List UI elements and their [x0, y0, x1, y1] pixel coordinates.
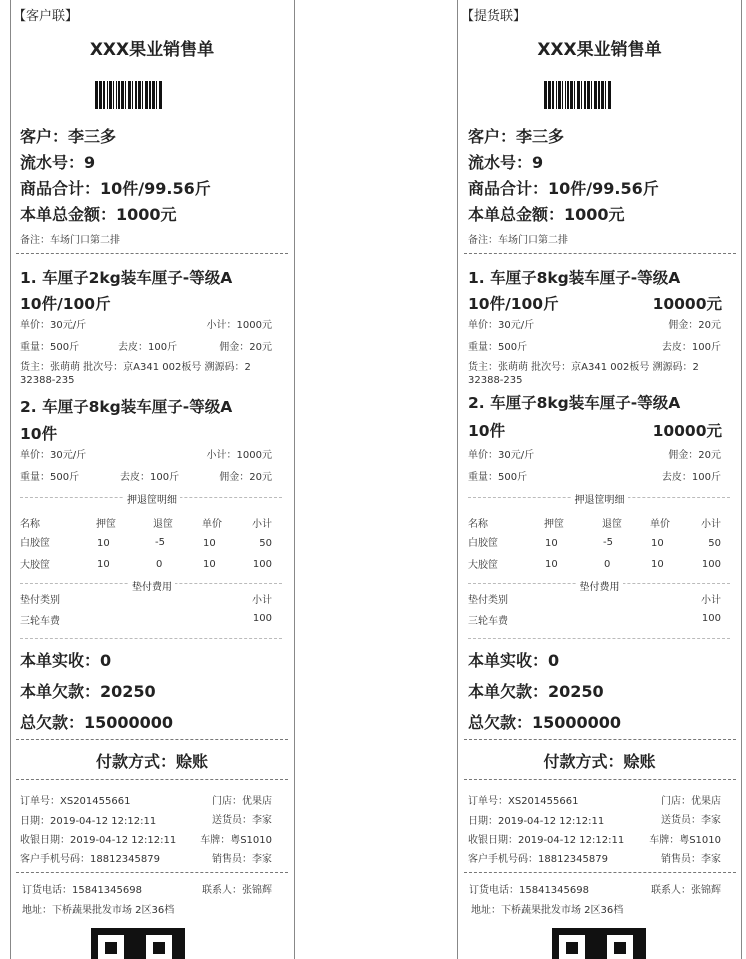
item-2-tare: 去皮：100斤: [120, 472, 180, 483]
advance-section-title: 垫付费用: [458, 578, 741, 593]
divider: [464, 739, 736, 740]
plate-number: 车牌：粤S1010: [200, 835, 272, 846]
right-border-2: [741, 0, 742, 959]
divider: [16, 253, 288, 254]
item-1-detail-cont: 32388-235: [20, 375, 75, 386]
crate-row-1-price: 10: [203, 538, 216, 549]
crate-row-1-subtotal: 50: [708, 538, 721, 549]
item-2-unit-price: 单价：30元/斤: [468, 450, 535, 461]
crate-row-2-return: 0: [156, 559, 163, 570]
qr-code: [91, 928, 185, 959]
payment-method: 付款方式：赊账: [95, 752, 208, 771]
item-1-commission: 佣金：20元: [219, 342, 272, 353]
receipt-customer-copy: [10, 0, 294, 959]
payment-method: 付款方式：赊账: [543, 752, 656, 771]
crate-header-name: 名称: [20, 519, 40, 530]
advance-header-type: 垫付类别: [20, 595, 60, 606]
serial-number: 流水号：9: [20, 153, 96, 172]
store-name: 门店：优果店: [661, 796, 721, 807]
divider: [468, 638, 730, 639]
total-owed: 总欠款：15000000: [468, 713, 622, 732]
receipt-pickup-copy: [458, 0, 741, 959]
goods-total: 商品合计：10件/99.56斤: [20, 179, 211, 198]
crate-row-1-deposit: 10: [545, 538, 558, 549]
item-1-unit-price: 单价：30元/斤: [468, 320, 535, 331]
customer-name: 客户：李三多: [468, 127, 565, 146]
qr-code: [552, 928, 646, 959]
divider: [464, 779, 736, 780]
copy-label: 【提货联】: [461, 9, 527, 24]
crate-row-2-name: 大胶筐: [20, 560, 50, 571]
item-2-unit-price: 单价：30元/斤: [20, 450, 87, 461]
barcode: [544, 81, 666, 109]
item-1-qty: 10件/100斤: [468, 295, 559, 313]
barcode: [95, 81, 217, 109]
item-1-amount: 10000元: [652, 295, 722, 313]
item-2-name: 2. 车厘子8kg装车厘子-等级A: [468, 394, 681, 412]
item-2-amount: 10000元: [652, 422, 722, 440]
crate-section-title: 押退筐明细: [10, 491, 294, 506]
order-date: 日期：2019-04-12 12:12:11: [20, 816, 157, 827]
deliverer: 送货员：李家: [661, 815, 721, 826]
advance-header-type: 垫付类别: [468, 595, 508, 606]
item-1-subtotal: 小计：1000元: [206, 320, 272, 331]
right-border-1: [294, 0, 295, 959]
item-1-weight: 重量：500斤: [468, 342, 528, 353]
crate-header-price: 单价: [202, 519, 222, 530]
order-number: 订单号：XS201455661: [20, 796, 131, 807]
order-date: 日期：2019-04-12 12:12:11: [468, 816, 605, 827]
customer-phone: 客户手机号码：18812345879: [20, 854, 160, 865]
crate-header-price: 单价: [650, 519, 670, 530]
crate-header-deposit: 押筐: [96, 519, 116, 530]
item-1-weight: 重量：500斤: [20, 342, 80, 353]
advance-row-1-subtotal: 100: [701, 613, 721, 624]
item-2-qty: 10件: [468, 422, 506, 440]
receipt-title: XXX果业销售单: [537, 40, 662, 60]
item-1-name: 1. 车厘子2kg装车厘子-等级A: [20, 269, 233, 287]
collect-date: 收银日期：2019-04-12 12:12:11: [20, 835, 177, 846]
item-1-detail: 货主：张萌萌 批次号：京A341 002板号 溯源码：2: [20, 362, 251, 373]
crate-header-return: 退筐: [602, 519, 622, 530]
crate-row-1-return: -5: [603, 537, 613, 548]
item-2-tare: 去皮：100斤: [661, 472, 721, 483]
item-2-commission: 佣金：20元: [219, 472, 272, 483]
advance-section-title: 垫付费用: [10, 578, 294, 593]
divider: [20, 638, 282, 639]
received-amount: 本单实收：0: [468, 651, 560, 670]
crate-row-1-name: 白胶筐: [468, 538, 498, 549]
divider: [464, 872, 736, 873]
crate-row-2-deposit: 10: [97, 559, 110, 570]
address: 地址：下桥蔬果批发市场 2区36档: [471, 905, 624, 916]
item-1-tare: 去皮：100斤: [118, 342, 178, 353]
deliverer: 送货员：李家: [212, 815, 272, 826]
item-1-detail-cont: 32388-235: [468, 375, 523, 386]
divider: [16, 872, 288, 873]
total-owed: 总欠款：15000000: [20, 713, 174, 732]
advance-row-1-subtotal: 100: [252, 613, 272, 624]
crate-header-return: 退筐: [153, 519, 173, 530]
advance-row-1-type: 三轮车费: [468, 616, 508, 627]
item-2-weight: 重量：500斤: [468, 472, 528, 483]
store-name: 门店：优果店: [212, 796, 272, 807]
divider: [464, 253, 736, 254]
item-1-commission: 佣金：20元: [668, 320, 721, 331]
item-1-unit-price: 单价：30元/斤: [20, 320, 87, 331]
copy-label: 【客户联】: [13, 9, 79, 24]
item-1-name: 1. 车厘子8kg装车厘子-等级A: [468, 269, 681, 287]
divider: [16, 779, 288, 780]
crate-header-subtotal: 小计: [252, 519, 272, 530]
crate-row-1-subtotal: 50: [259, 538, 272, 549]
order-amount: 本单总金额：1000元: [20, 205, 177, 224]
crate-row-2-deposit: 10: [545, 559, 558, 570]
crate-header-subtotal: 小计: [701, 519, 721, 530]
serial-number: 流水号：9: [468, 153, 544, 172]
advance-header-subtotal: 小计: [252, 595, 272, 606]
order-phone: 订货电话：15841345698: [22, 885, 142, 896]
owed-amount: 本单欠款：20250: [468, 682, 604, 701]
owed-amount: 本单欠款：20250: [20, 682, 156, 701]
plate-number: 车牌：粤S1010: [649, 835, 721, 846]
item-2-subtotal: 小计：1000元: [206, 450, 272, 461]
crate-row-2-name: 大胶筐: [468, 560, 498, 571]
collect-date: 收银日期：2019-04-12 12:12:11: [468, 835, 625, 846]
crate-section-title: 押退筐明细: [458, 491, 741, 506]
divider: [16, 739, 288, 740]
item-1-qty: 10件/100斤: [20, 295, 111, 313]
crate-header-name: 名称: [468, 519, 488, 530]
address: 地址：下桥蔬果批发市场 2区36档: [22, 905, 175, 916]
salesperson: 销售员：李家: [212, 854, 272, 865]
goods-total: 商品合计：10件/99.56斤: [468, 179, 659, 198]
item-1-tare: 去皮：100斤: [661, 342, 721, 353]
item-2-name: 2. 车厘子8kg装车厘子-等级A: [20, 398, 233, 416]
order-phone: 订货电话：15841345698: [469, 885, 589, 896]
crate-row-2-price: 10: [651, 559, 664, 570]
crate-row-1-price: 10: [651, 538, 664, 549]
salesperson: 销售员：李家: [661, 854, 721, 865]
order-amount: 本单总金额：1000元: [468, 205, 625, 224]
contact-person: 联系人：张锦辉: [202, 885, 272, 896]
remark: 备注：车场门口第二排: [20, 235, 120, 246]
crate-row-2-return: 0: [604, 559, 611, 570]
received-amount: 本单实收：0: [20, 651, 112, 670]
item-2-weight: 重量：500斤: [20, 472, 80, 483]
item-2-commission: 佣金：20元: [668, 450, 721, 461]
crate-header-deposit: 押筐: [544, 519, 564, 530]
receipt-title: XXX果业销售单: [89, 40, 215, 60]
order-number: 订单号：XS201455661: [468, 796, 579, 807]
advance-header-subtotal: 小计: [701, 595, 721, 606]
crate-row-2-subtotal: 100: [252, 559, 272, 570]
crate-row-1-name: 白胶筐: [20, 538, 50, 549]
crate-row-1-deposit: 10: [97, 538, 110, 549]
item-1-detail: 货主：张萌萌 批次号：京A341 002板号 溯源码：2: [468, 362, 699, 373]
crate-row-2-price: 10: [203, 559, 216, 570]
crate-row-2-subtotal: 100: [701, 559, 721, 570]
crate-row-1-return: -5: [155, 537, 165, 548]
remark: 备注：车场门口第二排: [468, 235, 568, 246]
contact-person: 联系人：张锦辉: [651, 885, 721, 896]
customer-name: 客户：李三多: [20, 127, 117, 146]
item-2-qty: 10件: [20, 425, 58, 443]
advance-row-1-type: 三轮车费: [20, 616, 60, 627]
customer-phone: 客户手机号码：18812345879: [468, 854, 608, 865]
